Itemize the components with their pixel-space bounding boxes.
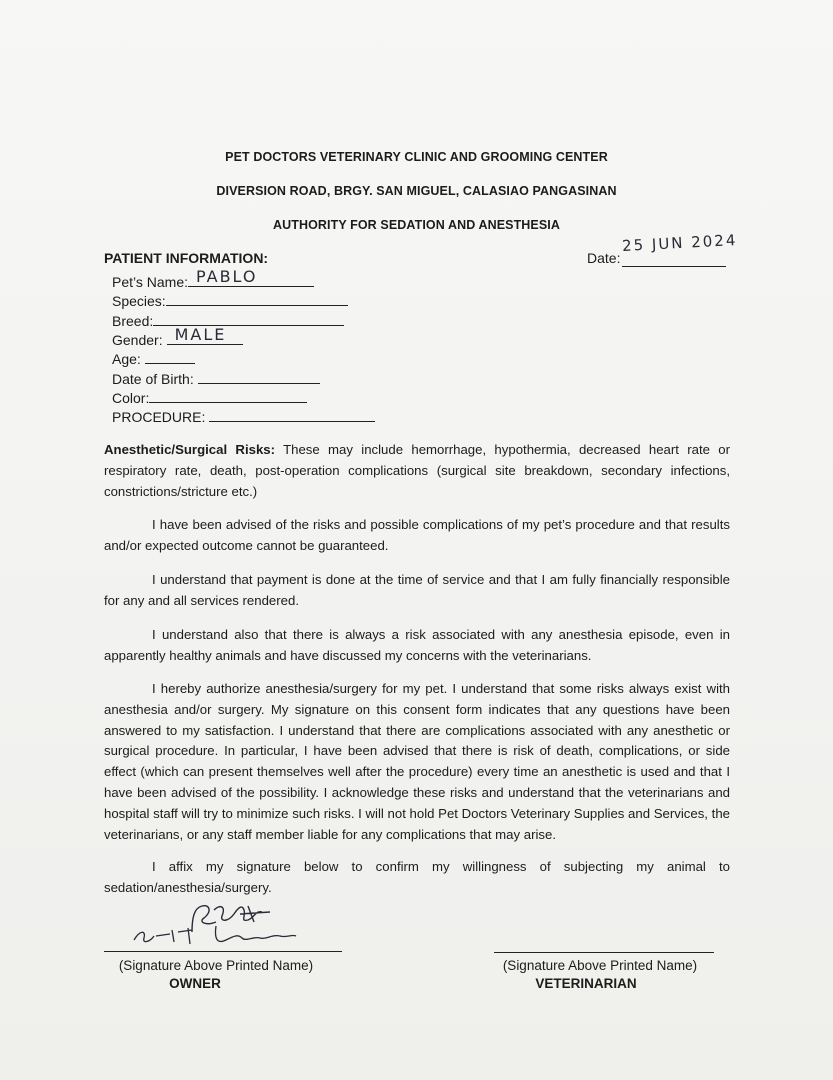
age-label: Age: bbox=[112, 351, 141, 367]
age-field[interactable] bbox=[112, 349, 195, 367]
gender-value: MALE bbox=[174, 325, 227, 344]
color-field[interactable] bbox=[112, 388, 307, 406]
species-label: Species: bbox=[112, 293, 166, 309]
date-label: Date: bbox=[587, 250, 621, 266]
vet-role: VETERINARIAN bbox=[535, 976, 637, 991]
procedure-label: PROCEDURE: bbox=[112, 409, 206, 425]
patient-info-heading: PATIENT INFORMATION: bbox=[104, 250, 269, 266]
paragraph-payment: I understand that payment is done at the time of service and that I am fully financially responsible for any and all services rendered. bbox=[104, 572, 730, 608]
risks-text: These may include hemorrhage, hypothermia, decreased heart rate or respiratory rate, death, post-operation complications (surgical site breakdown, secondary infections, constrictions/stricture etc.) bbox=[104, 442, 730, 499]
pet-name-value: PABLO bbox=[196, 267, 258, 286]
breed-label: Breed: bbox=[112, 313, 154, 329]
dob-field[interactable] bbox=[112, 369, 320, 387]
pet-name-field[interactable] bbox=[112, 267, 314, 290]
vet-signature-caption: (Signature Above Printed Name) bbox=[502, 958, 698, 973]
owner-signature-line[interactable] bbox=[104, 950, 342, 952]
pet-name-label: Pet’s Name: bbox=[112, 274, 188, 290]
risks-label: Anesthetic/Surgical Risks: bbox=[104, 442, 276, 457]
gender-label: Gender: bbox=[112, 332, 163, 348]
clinic-address: DIVERSION ROAD, BRGY. SAN MIGUEL, CALASIAO PANGASINAN bbox=[216, 184, 617, 198]
form-title: AUTHORITY FOR SEDATION AND ANESTHESIA bbox=[272, 218, 561, 232]
species-field[interactable] bbox=[112, 291, 348, 309]
vet-signature-line[interactable] bbox=[494, 951, 714, 953]
paragraph-authorize: I hereby authorize anesthesia/surgery for my pet. I understand that some risks always exist with anesthesia and/or surgery. My signature on this consent form indicates that any questions have been answered to my satisfaction. I understand that there are complications associated with any anesthetic or surgical procedure. In particular, I have been advised that there is risk of death, complications, or side effect (which can present themselves well after the procedure) every time an anesthetic is used and that I have been advised of the possibility. I acknowledge these risks and understand that the veterinarians and hospital staff will try to minimize such risks. I will not hold Pet Doctors Veterinary Supplies and Services, the veterinarians, or any staff member liable for any complications that may arise. bbox=[104, 681, 730, 842]
date-value: 25 JUN 2024 bbox=[621, 230, 738, 256]
breed-field[interactable] bbox=[112, 311, 344, 329]
owner-signature bbox=[130, 900, 310, 956]
owner-signature-caption: (Signature Above Printed Name) bbox=[118, 958, 314, 973]
paragraph-risk: I understand also that there is always a risk associated with any anesthesia episode, even in apparently healthy animals and have discussed my concerns with the veterinarians. bbox=[104, 627, 730, 663]
dob-label: Date of Birth: bbox=[112, 371, 194, 387]
gender-field[interactable] bbox=[112, 325, 243, 348]
clinic-name: PET DOCTORS VETERINARY CLINIC AND GROOMING CENTER bbox=[225, 150, 608, 164]
procedure-field[interactable] bbox=[112, 407, 375, 425]
owner-role: OWNER bbox=[169, 976, 221, 991]
risks-paragraph bbox=[104, 440, 730, 502]
paragraph-advised: I have been advised of the risks and possible complications of my pet’s procedure and that results and/or expected outcome cannot be guaranteed. bbox=[104, 517, 730, 553]
paragraph-affix: I affix my signature below to confirm my willingness of subjecting my animal to sedation/anesthesia/surgery. bbox=[104, 859, 730, 895]
color-label: Color: bbox=[112, 390, 150, 406]
date-line[interactable] bbox=[622, 266, 726, 267]
